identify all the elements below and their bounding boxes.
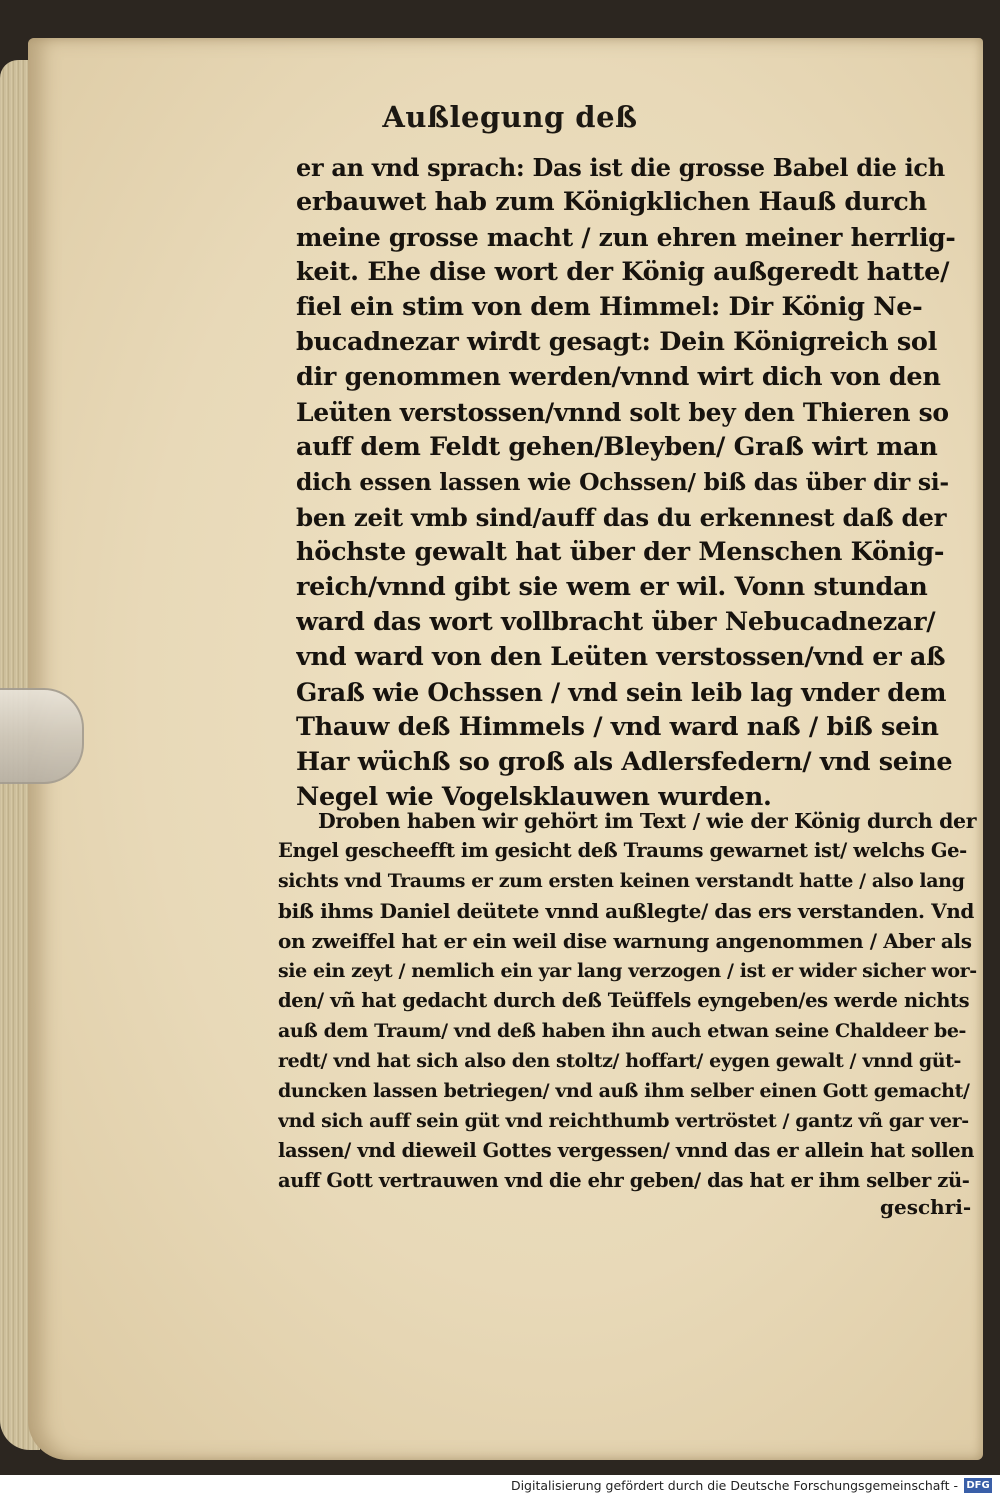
text-line: er an vnd sprach: Das ist die grosse Babel die ich	[296, 153, 945, 182]
dfg-logo-icon: DFG	[964, 1478, 992, 1493]
text-line: Graß wie Ochssen / vnd sein leib lag vnder dem	[296, 678, 947, 707]
commentary-line: den/ vñ hat gedacht durch deß Teüffels eyngeben/es werde nichts	[278, 989, 970, 1012]
text-line: Negel wie Vogelsklauwen wurden.	[296, 782, 772, 812]
text-line: reich/vnnd gibt sie wem er wil. Vonn stundan	[296, 572, 928, 602]
footer-bar	[0, 1475, 1000, 1497]
running-head: Außlegung deß	[382, 100, 638, 134]
text-line: erbauwet hab zum Königklichen Hauß durch	[296, 187, 927, 217]
commentary-line: auff Gott vertrauwen vnd die ehr geben/ das hat er ihm selber zü-	[278, 1169, 970, 1192]
text-line: fiel ein stim von dem Himmel: Dir König Ne-	[296, 292, 923, 322]
text-line: Thauw deß Himmels / vnd ward naß / biß sein	[296, 712, 939, 742]
catchword: geschri-	[880, 1195, 972, 1219]
commentary-line: sichts vnd Traums er zum ersten keinen verstandt hatte / also lang	[278, 870, 965, 892]
text-line: dich essen lassen wie Ochssen/ biß das über dir si-	[296, 468, 949, 496]
commentary-text-block	[278, 806, 978, 1196]
page-clip	[0, 688, 84, 784]
text-line: meine grosse macht / zun ehren meiner herrlig-	[296, 223, 956, 252]
text-line: ward das wort vollbracht über Nebucadnezar/	[296, 607, 936, 637]
text-line: keit. Ehe dise wort der König außgeredt hatte/	[296, 257, 950, 287]
text-line: Leüten verstossen/vnnd solt bey den Thieren so	[296, 398, 949, 427]
commentary-line: on zweiffel hat er ein weil dise warnung angenommen / Aber als	[278, 929, 972, 953]
text-line: höchste gewalt hat über der Menschen König-	[296, 537, 945, 567]
text-line: bucadnezar wirdt gesagt: Dein Königreich sol	[296, 327, 937, 357]
text-line: auff dem Feldt gehen/Bleyben/ Graß wirt man	[296, 432, 938, 462]
commentary-line: vnd sich auff sein güt vnd reichthumb vertröstet / gantz vñ gar ver-	[278, 1110, 969, 1132]
commentary-line: Engel gescheefft im gesicht deß Traums gewarnet ist/ welchs Ge-	[278, 839, 967, 862]
commentary-line: auß dem Traum/ vnd deß haben ihn auch etwan seine Chaldeer be-	[278, 1020, 966, 1042]
commentary-line: lassen/ vnd dieweil Gottes vergessen/ vnnd das er allein hat sollen	[278, 1139, 975, 1162]
footer-credit: Digitalisierung gefördert durch die Deutsche Forschungsgemeinschaft -	[510, 1478, 958, 1493]
text-line: ben zeit vmb sind/auff das du erkennest daß der	[296, 503, 947, 532]
commentary-line: sie ein zeyt / nemlich ein yar lang verzogen / ist er wider sicher wor-	[278, 960, 977, 982]
commentary-line: duncken lassen betriegen/ vnd auß ihm selber einen Gott gemacht/	[278, 1080, 970, 1102]
commentary-line: redt/ vnd hat sich also den stoltz/ hoffart/ eygen gewalt / vnnd güt-	[278, 1050, 962, 1072]
commentary-line: biß ihms Daniel deütete vnnd außlegte/ das ers verstanden. Vnd	[278, 899, 974, 923]
text-line: Har wüchß so groß als Adlersfedern/ vnd seine	[296, 747, 953, 777]
commentary-line: Droben haben wir gehört im Text / wie der König durch der	[318, 809, 977, 833]
text-line: vnd ward von den Leüten verstossen/vnd er aß	[296, 642, 946, 672]
text-line: dir genommen werden/vnnd wirt dich von den	[296, 362, 941, 392]
main-text-block	[296, 150, 956, 815]
